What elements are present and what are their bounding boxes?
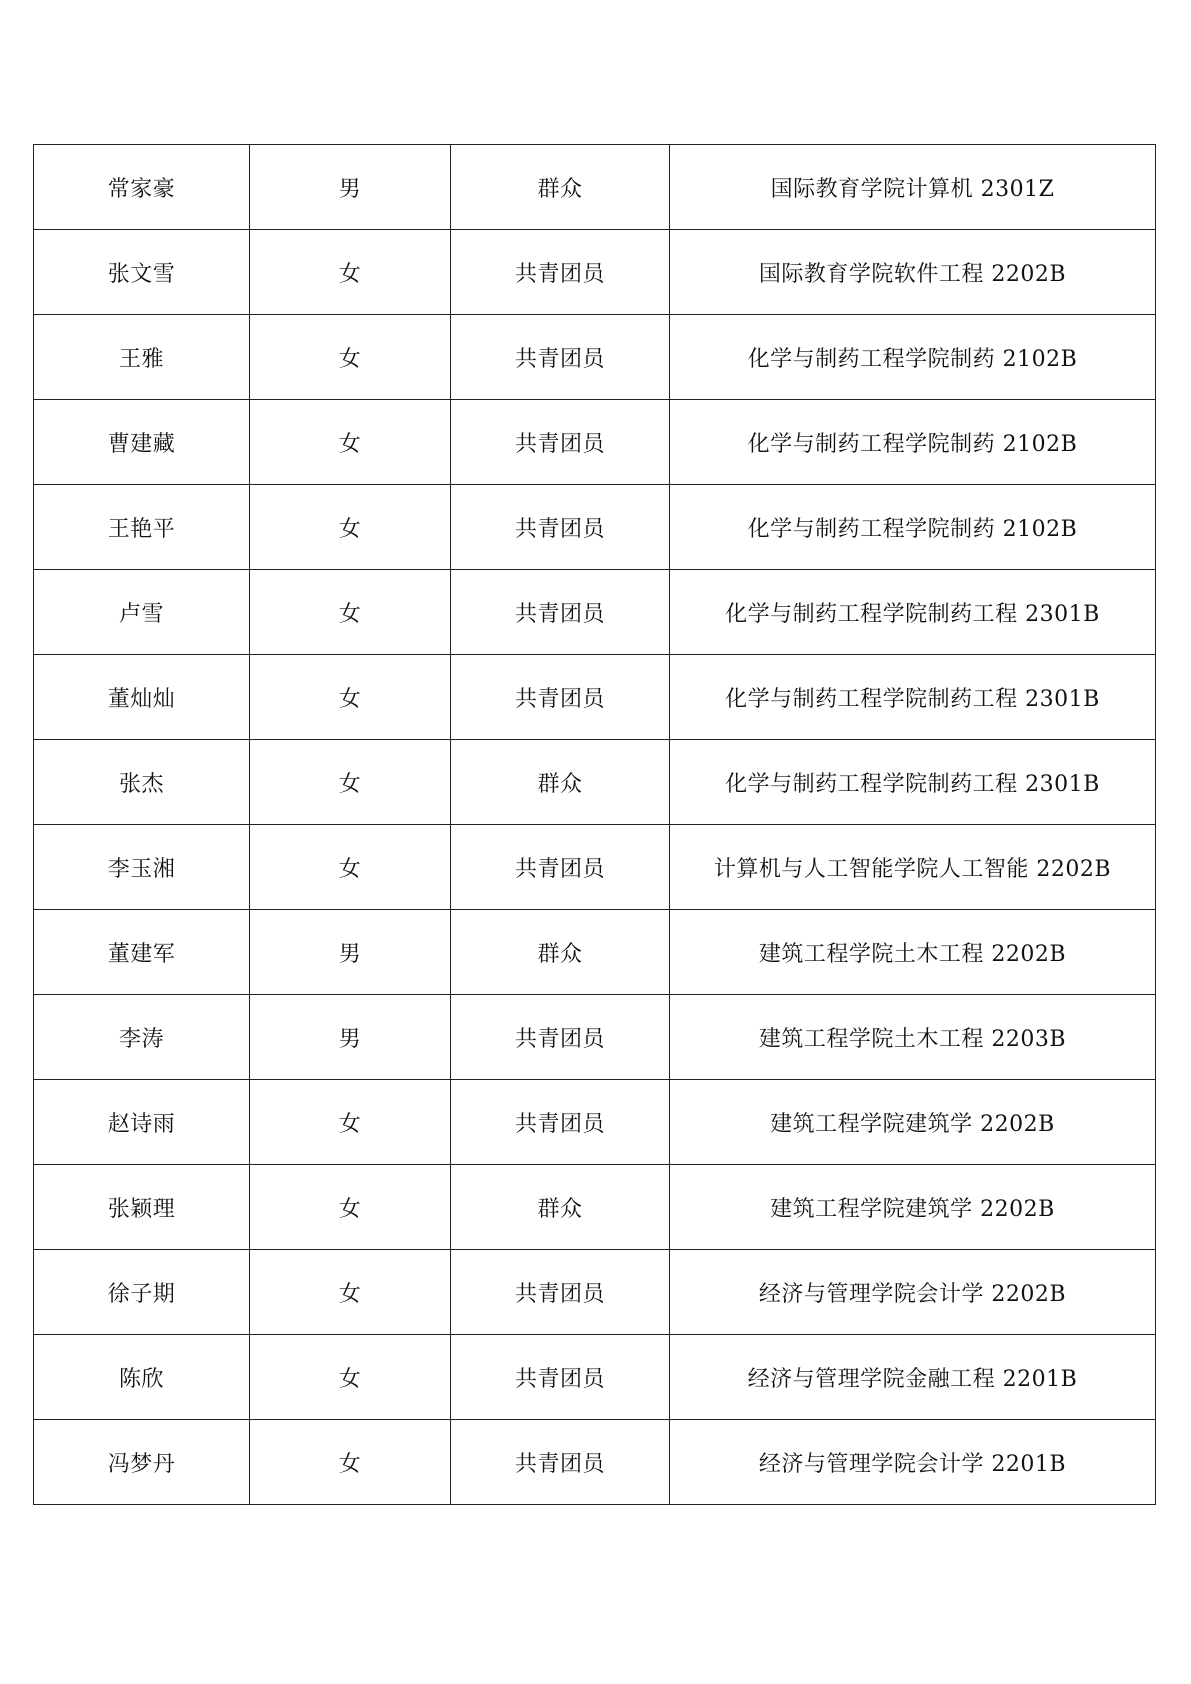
- student-name-cell: 董灿灿: [34, 655, 250, 740]
- gender-cell: 女: [250, 1335, 451, 1420]
- political-status-cell: 共青团员: [451, 485, 670, 570]
- gender-cell: 女: [250, 400, 451, 485]
- class-cell: 计算机与人工智能学院人工智能 2202B: [670, 825, 1156, 910]
- class-cell: 化学与制药工程学院制药 2102B: [670, 485, 1156, 570]
- student-name-cell: 张文雪: [34, 230, 250, 315]
- political-status-cell: 共青团员: [451, 315, 670, 400]
- political-status-cell: 群众: [451, 1165, 670, 1250]
- table-row: [34, 1165, 1156, 1250]
- table-row: [34, 485, 1156, 570]
- table-row: [34, 1250, 1156, 1335]
- gender-cell: 女: [250, 485, 451, 570]
- political-status-cell: 共青团员: [451, 1420, 670, 1505]
- political-status-cell: 共青团员: [451, 1080, 670, 1165]
- political-status-cell: 共青团员: [451, 230, 670, 315]
- roster-table-body: [34, 145, 1156, 1505]
- table-row: [34, 910, 1156, 995]
- political-status-cell: 共青团员: [451, 825, 670, 910]
- student-name-cell: 陈欣: [34, 1335, 250, 1420]
- political-status-cell: 共青团员: [451, 1335, 670, 1420]
- gender-cell: 女: [250, 1420, 451, 1505]
- gender-cell: 女: [250, 1250, 451, 1335]
- political-status-cell: 共青团员: [451, 400, 670, 485]
- table-row: [34, 740, 1156, 825]
- table-row: [34, 655, 1156, 740]
- class-cell: 经济与管理学院会计学 2201B: [670, 1420, 1156, 1505]
- table-row: [34, 145, 1156, 230]
- class-cell: 建筑工程学院建筑学 2202B: [670, 1165, 1156, 1250]
- student-name-cell: 王艳平: [34, 485, 250, 570]
- gender-cell: 男: [250, 995, 451, 1080]
- student-name-cell: 常家豪: [34, 145, 250, 230]
- class-cell: 建筑工程学院土木工程 2203B: [670, 995, 1156, 1080]
- class-cell: 化学与制药工程学院制药 2102B: [670, 315, 1156, 400]
- political-status-cell: 共青团员: [451, 995, 670, 1080]
- class-cell: 国际教育学院软件工程 2202B: [670, 230, 1156, 315]
- class-cell: 化学与制药工程学院制药工程 2301B: [670, 655, 1156, 740]
- table-row: [34, 995, 1156, 1080]
- table-row: [34, 400, 1156, 485]
- political-status-cell: 共青团员: [451, 1250, 670, 1335]
- student-name-cell: 卢雪: [34, 570, 250, 655]
- gender-cell: 女: [250, 1165, 451, 1250]
- gender-cell: 女: [250, 570, 451, 655]
- student-name-cell: 张颖理: [34, 1165, 250, 1250]
- student-roster-table: [33, 144, 1156, 1505]
- class-cell: 建筑工程学院土木工程 2202B: [670, 910, 1156, 995]
- table-row: [34, 825, 1156, 910]
- table-row: [34, 1080, 1156, 1165]
- class-cell: 化学与制药工程学院制药工程 2301B: [670, 570, 1156, 655]
- class-cell: 经济与管理学院会计学 2202B: [670, 1250, 1156, 1335]
- table-row: [34, 1335, 1156, 1420]
- student-name-cell: 赵诗雨: [34, 1080, 250, 1165]
- political-status-cell: 群众: [451, 740, 670, 825]
- gender-cell: 男: [250, 145, 451, 230]
- class-cell: 国际教育学院计算机 2301Z: [670, 145, 1156, 230]
- student-name-cell: 曹建藏: [34, 400, 250, 485]
- political-status-cell: 群众: [451, 910, 670, 995]
- class-cell: 化学与制药工程学院制药 2102B: [670, 400, 1156, 485]
- class-cell: 化学与制药工程学院制药工程 2301B: [670, 740, 1156, 825]
- gender-cell: 女: [250, 655, 451, 740]
- political-status-cell: 共青团员: [451, 570, 670, 655]
- class-cell: 经济与管理学院金融工程 2201B: [670, 1335, 1156, 1420]
- gender-cell: 女: [250, 825, 451, 910]
- gender-cell: 女: [250, 315, 451, 400]
- table-row: [34, 1420, 1156, 1505]
- student-name-cell: 李涛: [34, 995, 250, 1080]
- student-name-cell: 李玉湘: [34, 825, 250, 910]
- table-row: [34, 570, 1156, 655]
- political-status-cell: 共青团员: [451, 655, 670, 740]
- gender-cell: 男: [250, 910, 451, 995]
- class-cell: 建筑工程学院建筑学 2202B: [670, 1080, 1156, 1165]
- student-name-cell: 张杰: [34, 740, 250, 825]
- gender-cell: 女: [250, 740, 451, 825]
- student-name-cell: 徐子期: [34, 1250, 250, 1335]
- gender-cell: 女: [250, 1080, 451, 1165]
- student-name-cell: 王雅: [34, 315, 250, 400]
- table-row: [34, 230, 1156, 315]
- gender-cell: 女: [250, 230, 451, 315]
- student-name-cell: 冯梦丹: [34, 1420, 250, 1505]
- student-name-cell: 董建军: [34, 910, 250, 995]
- political-status-cell: 群众: [451, 145, 670, 230]
- table-row: [34, 315, 1156, 400]
